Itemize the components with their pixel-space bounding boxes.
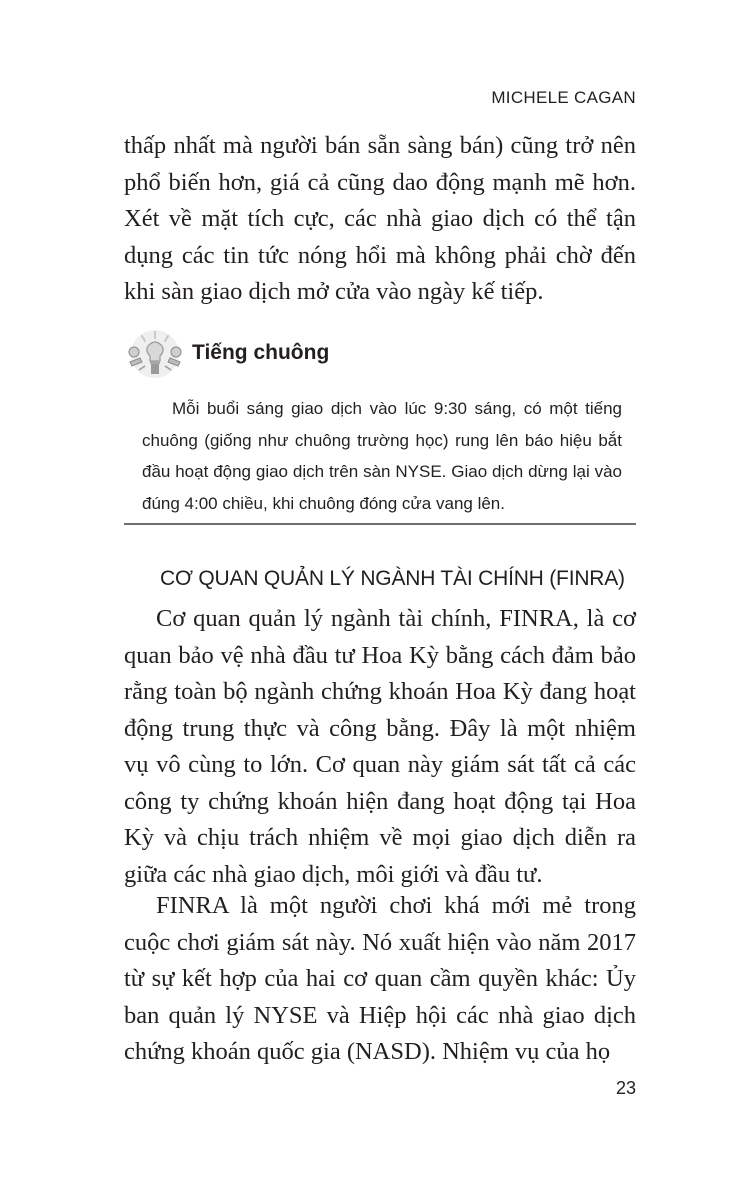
sidebar-divider [124,523,636,525]
sidebar-body: Mỗi buổi sáng giao dịch vào lúc 9:30 sáng, có một tiếng chuông (giống như chuông trường học) rung lên báo hiệu bắt đầu hoạt động giao dịch trên sàn NYSE. Giao dịch dừng lại vào đúng 4:00 chiều, khi chuông đóng cửa vang lên. [142,399,622,513]
body-paragraph: thấp nhất mà người bán sẵn sàng bán) cũng trở nên phổ biến hơn, giá cả cũng dao động mạnh mẽ hơn. Xét về mặt tích cực, các nhà giao dịch có thể tận dụng các tin tức nóng hổi mà không phải chờ đến khi sàn giao dịch mở cửa vào ngày kế tiếp. [124,132,636,305]
running-head: MICHELE CAGAN [491,88,636,107]
sidebar-title: Tiếng chuông [192,341,330,364]
section-heading: CƠ QUAN QUẢN LÝ NGÀNH TÀI CHÍNH (FINRA) [160,567,625,590]
sidebar-header [124,330,636,382]
body-paragraph: FINRA là một người chơi khá mới mẻ trong cuộc chơi giám sát này. Nó xuất hiện vào năm 2017 từ sự kết hợp của hai cơ quan cầm quyền khác: Ủy ban quản lý NYSE và Hiệp hội các nhà giao dịch chứng khoán quốc gia (NASD). Nhiệm vụ của họ [124,892,636,1065]
page-number: 23 [615,1078,636,1098]
lightbulb-idea-icon [124,330,186,382]
body-paragraph: Cơ quan quản lý ngành tài chính, FINRA, là cơ quan bảo vệ nhà đầu tư Hoa Kỳ bằng cách đảm bảo rằng toàn bộ ngành chứng khoán Hoa Kỳ đang hoạt động trung thực và công bằng. Đây là một nhiệm vụ vô cùng to lớn. Cơ quan này giám sát tất cả các công ty chứng khoán hiện đang hoạt động tại Hoa Kỳ và chịu trách nhiệm về mọi giao dịch diễn ra giữa các nhà giao dịch, môi giới và đầu tư. [124,605,636,888]
